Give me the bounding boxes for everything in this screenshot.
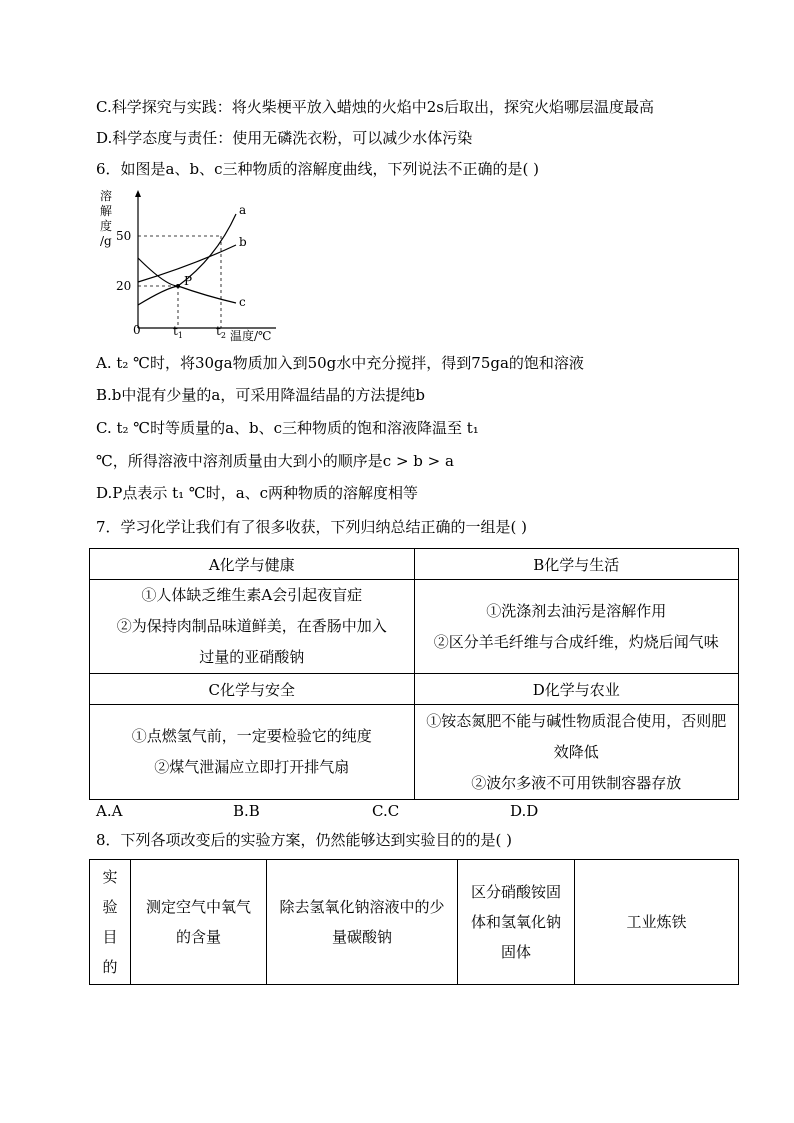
y-axis-label [100,188,112,248]
ylabel-char: /g [100,234,112,248]
ylabel-char: 溶 [100,189,113,203]
question-8-stem: 8．下列各项改变后的实验方案，仍然能够达到实验目的的是( ) [96,831,513,849]
question-6-option-c-line2: ℃，所得溶液中溶剂质量由大到小的顺序是c > b > a [96,452,454,470]
cell-b-item: ②区分羊毛纤维与合成纤维，灼烧后闻气味 [433,632,719,651]
goal-cell-2 [267,860,458,985]
option-d-text: D.科学态度与责任：使用无磷洗衣粉，可以减少水体污染 [96,129,473,147]
xtick-t2: $t_2$ [216,324,226,340]
header-char: 的 [102,958,118,976]
ylabel-char: 度 [100,219,113,233]
cell-b-item: ①洗涤剂去油污是溶解作用 [486,601,667,620]
series-a-label: a [239,203,247,217]
cell-d-item: 效降低 [553,742,599,761]
cell-b-title: B化学与生活 [414,549,739,580]
goal-text: 固体 [500,943,531,961]
goal-cell-1 [131,860,267,985]
point-p-label: P [184,274,193,288]
goal-text: 除去氢氧化钠溶液中的少 [279,898,445,916]
question-6-option-d: D.P点表示 t₁ ℃时，a、c两种物质的溶解度相等 [96,484,419,502]
header-char: 目 [102,928,118,946]
goal-text: 区分硝酸铵固 [470,883,561,901]
xtick-0: 0 [133,323,141,337]
header-cell [90,860,131,985]
question-6-option-c-line1: C. t₂ ℃时等质量的a、b、c三种物质的饱和溶液降温至 t₁ [96,419,479,437]
series-b-label: b [239,235,247,249]
series-c-label: c [239,295,246,309]
y-axis-arrow [135,190,141,197]
ylabel-char: 解 [100,204,113,218]
question-7-stem: 7．学习化学让我们有了很多收获，下列归纳总结正确的一组是( ) [96,518,528,536]
cell-c-item: ①点燃氢气前，一定要检验它的纯度 [131,727,372,745]
ytick-20: 20 [116,279,132,293]
goal-cell-4 [575,860,739,985]
xtick-t1: $t_1$ [173,324,183,340]
goal-text: 工业炼铁 [626,913,687,931]
point-p [176,284,180,288]
cell-a-title: A化学与健康 [90,549,415,580]
cell-c-content [90,705,415,800]
goal-text: 体和氢氧化钠 [470,913,561,931]
cell-a-content [90,580,415,674]
solubility-chart [96,188,296,348]
question-6-stem: 6．如图是a、b、c三种物质的溶解度曲线，下列说法不正确的是( ) [96,160,539,178]
ytick-50: 50 [116,229,132,243]
q7-choice-b: B.B [233,802,260,820]
q7-choice-a: A.A [96,802,123,820]
goal-text: 的含量 [175,928,221,946]
cell-b-content [414,580,739,674]
goal-text: 量碳酸钠 [331,928,392,946]
q7-choice-d: D.D [510,802,539,820]
option-c-text: C.科学探究与实践：将火柴梗平放入蜡烛的火焰中2s后取出，探究火焰哪层温度最高 [96,98,654,116]
cell-d-item: ②波尔多液不可用铁制容器存放 [471,773,682,792]
question-6-option-a: A. t₂ ℃时，将30ga物质加入到50g水中充分搅拌，得到75ga的饱和溶液 [96,354,584,372]
cell-c-title: C化学与安全 [90,674,415,705]
question-6-option-b: B.b中混有少量的a，可采用降温结晶的方法提纯b [96,386,425,404]
cell-c-item: ②煤气泄漏应立即打开排气扇 [154,758,350,776]
x-axis-label: 温度/℃ [230,329,272,343]
question-8-table [89,859,739,985]
cell-d-title: D化学与农业 [414,674,739,705]
cell-a-item: ②为保持肉制品味道鲜美，在香肠中加入 [116,617,387,635]
cell-d-item: ①铵态氮肥不能与碱性物质混合使用，否则肥 [426,711,727,730]
goal-cell-3 [458,860,575,985]
cell-d-content [414,705,739,800]
cell-a-item: ①人体缺乏维生素A会引起夜盲症 [141,586,363,604]
q7-choice-c: C.C [372,802,400,820]
goal-text: 测定空气中氧气 [145,898,251,916]
question-7-table [89,548,739,800]
header-char: 验 [102,898,118,916]
cell-a-item: 过量的亚硝酸钠 [199,648,305,666]
header-char: 实 [102,868,118,886]
